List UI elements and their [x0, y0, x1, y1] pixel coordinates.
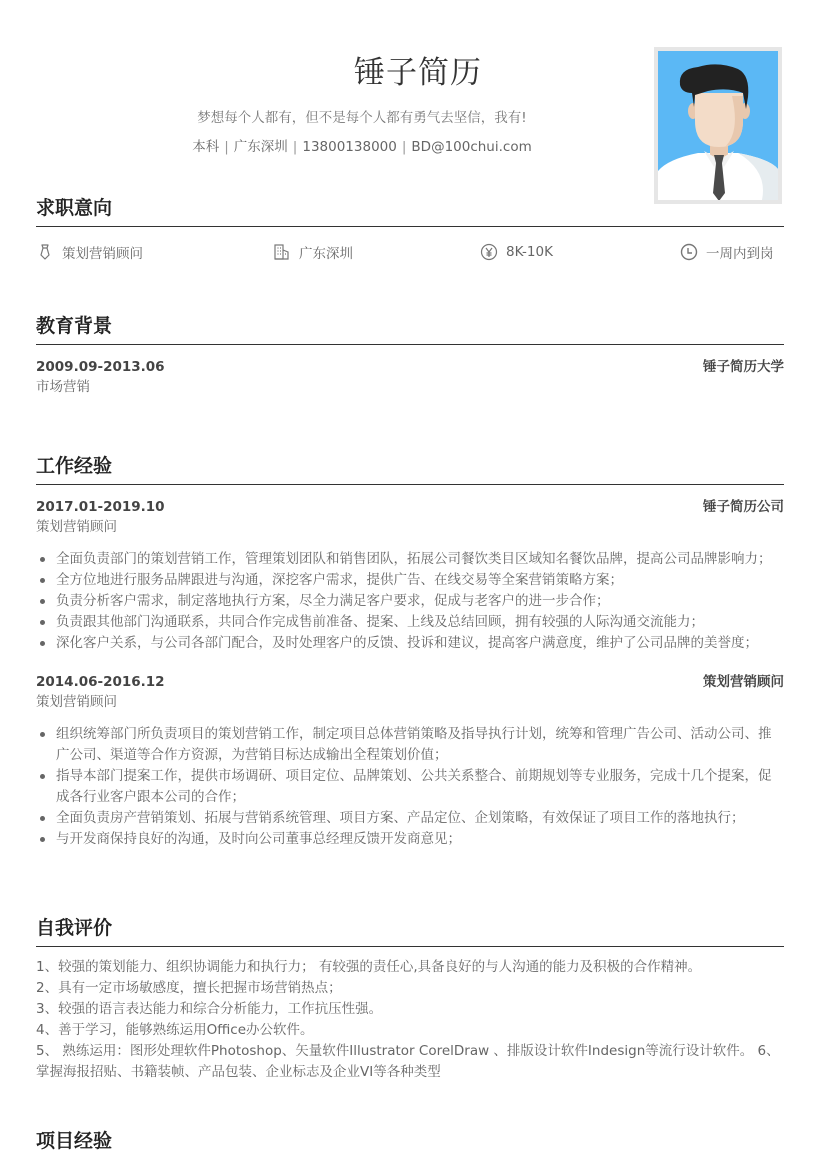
work-period: 2014.06-2016.12 [36, 674, 165, 690]
intent-row [36, 241, 784, 267]
section-divider [36, 946, 784, 947]
section-title: 教育背景 [36, 315, 113, 337]
eval-line: 1、较强的策划能力、组织协调能力和执行力； 有较强的责任心,具备良好的与人沟通的能力及积极的合作精神。 [36, 959, 702, 975]
intent-salary-label: 8K-10K [506, 244, 553, 260]
yen-icon [480, 243, 498, 261]
eval-line: 2、具有一定市场敏感度，擅长把握市场营销热点； [36, 980, 342, 996]
intent-position-label: 策划营销顾问 [62, 246, 143, 262]
work-entry [36, 497, 784, 654]
intent-city [273, 241, 353, 263]
section-work [36, 452, 784, 850]
section-projects [36, 1127, 784, 1155]
section-title: 求职意向 [36, 197, 113, 219]
separator: | [401, 139, 407, 155]
avatar-illustration-icon [658, 51, 778, 200]
eval-line: 4、善于学习，能够熟练运用Office办公软件。 [36, 1022, 314, 1038]
intent-position [36, 241, 143, 263]
list-item: 负责跟其他部门沟通联系，共同合作完成售前准备、提案、上线及总结回顾，拥有较强的人际沟通交流能力； [36, 612, 784, 633]
degree: 本科 [192, 139, 220, 155]
clock-icon [680, 243, 698, 261]
section-title: 自我评价 [36, 917, 113, 939]
motto: 梦想每个人都有，但不是每个人都有勇气去坚信，我有! [197, 110, 527, 126]
work-bullets [36, 724, 784, 850]
education-school: 锤子简历大学 [703, 359, 784, 375]
avatar [654, 47, 782, 204]
eval-line: 3、较强的语言表达能力和综合分析能力，工作抗压性强。 [36, 1001, 383, 1017]
list-item: 负责分析客户需求，制定落地执行方案，尽全力满足客户要求，促成与老客户的进一步合作； [36, 591, 784, 612]
eval-line: 5、 熟练运用：图形处理软件Photoshop、矢量软件Illustrator CorelDraw 、排版设计软件Indesign等流行设计软件。 6、掌握海报招贴、书籍装帧、产品包装、企业标志及企业VI等各种类型 [36, 1043, 780, 1080]
education-major: 市场营销 [36, 379, 90, 395]
list-item: 深化客户关系，与公司各部门配合，及时处理客户的反馈、投诉和建议，提高客户满意度，维护了公司品牌的美誉度； [36, 633, 784, 654]
education-period: 2009.09-2013.06 [36, 359, 165, 375]
email: BD@100chui.com [411, 139, 532, 155]
intent-availability [680, 241, 774, 263]
list-item: 与开发商保持良好的沟通，及时向公司董事总经理反馈开发商意见； [36, 829, 784, 850]
work-company: 锤子简历公司 [703, 499, 784, 515]
list-item: 组织统筹部门所负责项目的策划营销工作，制定项目总体营销策略及指导执行计划，统筹和管理广告公司、活动公司、推广公司、渠道等合作方资源，为营销目标达成输出全程策划价值； [36, 724, 784, 766]
separator: | [224, 139, 229, 155]
section-divider [36, 344, 784, 345]
work-company: 策划营销顾问 [703, 674, 784, 690]
phone: 13800138000 [302, 139, 397, 155]
candidate-name: 锤子简历 [354, 55, 482, 91]
separator: | [292, 139, 298, 155]
list-item: 全面负责部门的策划营销工作，管理策划团队和销售团队，拓展公司餐饮类目区域知名餐饮品牌，提高公司品牌影响力； [36, 549, 784, 570]
work-entry [36, 672, 784, 850]
section-education [36, 312, 784, 397]
work-role: 策划营销顾问 [36, 694, 117, 710]
work-period: 2017.01-2019.10 [36, 499, 165, 515]
list-item: 全方位地进行服务品牌跟进与沟通，深挖客户需求，提供广告、在线交易等全案营销策略方案； [36, 570, 784, 591]
tie-icon [36, 243, 54, 261]
intent-city-label: 广东深圳 [299, 246, 353, 262]
section-job-intent [36, 194, 784, 267]
section-self-evaluation [36, 914, 784, 1083]
section-title: 工作经验 [36, 455, 113, 477]
section-divider [36, 484, 784, 485]
building-icon [273, 243, 291, 261]
section-divider [36, 226, 784, 227]
location: 广东深圳 [233, 139, 288, 155]
list-item: 全面负责房产营销策划、拓展与营销系统管理、项目方案、产品定位、企划策略，有效保证了项目工作的落地执行； [36, 808, 784, 829]
list-item: 指导本部门提案工作，提供市场调研、项目定位、品牌策划、公共关系整合、前期规划等专业服务，完成十几个提案，促成各行业客户跟本公司的合作； [36, 766, 784, 808]
intent-availability-label: 一周内到岗 [706, 246, 774, 262]
intent-salary [480, 241, 553, 263]
section-title: 项目经验 [36, 1130, 113, 1152]
contact-line [0, 135, 724, 155]
work-bullets [36, 549, 784, 654]
education-entry [36, 357, 784, 397]
work-role: 策划营销顾问 [36, 519, 117, 535]
